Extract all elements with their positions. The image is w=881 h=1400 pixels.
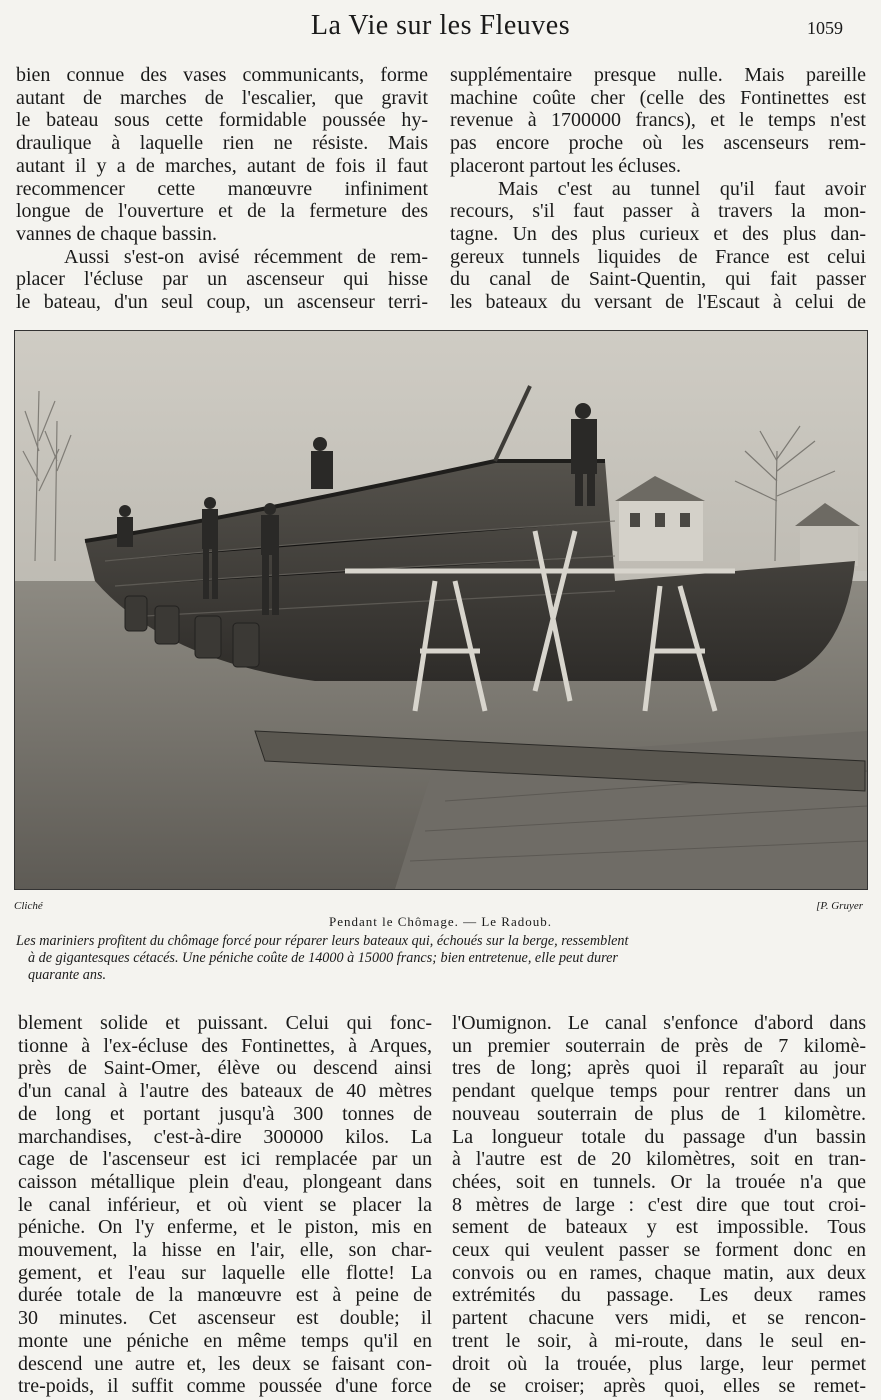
text-column-bottom-right — [452, 1012, 866, 1398]
running-title: La Vie sur les Fleuves — [310, 10, 571, 41]
text-line: nouveau souterrain de plus de 1 kilomètre. — [452, 1102, 866, 1125]
text-line: tionne à l'ex-écluse des Fontinettes, à Arques, — [18, 1034, 432, 1057]
text-line: descend une autre et, les deux se faisant con- — [18, 1352, 432, 1375]
text-line: 30 minutes. Cet ascenseur est double; il — [18, 1307, 432, 1330]
text-line: Aussi s'est-on avisé récemment de rem- — [64, 245, 428, 268]
text-line: de se croiser; après quoi, elles se remet- — [452, 1375, 866, 1398]
caption-title: Pendant le Chômage. — Le Radoub. — [329, 914, 552, 929]
text-line: les bateaux du versant de l'Escaut à celui de — [450, 291, 866, 314]
text-line: d'un canal à l'autre des bateaux de 40 mètres — [18, 1080, 432, 1103]
text-line: blement solide et puissant. Celui qui fonc- — [18, 1012, 432, 1034]
text-line: le bateau, d'un seul coup, un ascenseur terri- — [16, 291, 428, 314]
photo-barge-repair — [14, 330, 868, 890]
text-line: le canal inférieur, et où vient se placer la — [18, 1193, 432, 1216]
caption-line: Les mariniers profitent du chômage forcé pour réparer leurs bateaux qui, échoués sur la berge, ressemblent — [16, 933, 629, 949]
text-line: tre-poids, il suffit comme poussée d'une force — [18, 1375, 432, 1398]
text-line: monte une péniche en même temps qu'il en — [18, 1329, 432, 1352]
text-line: vannes de chaque bassin. — [16, 222, 218, 245]
text-line: de long et portant jusqu'à 300 tonnes de — [18, 1102, 432, 1125]
text-line: pendant quelque temps pour rentrer dans un — [452, 1080, 866, 1103]
photo-credit-label: Cliché — [14, 900, 43, 912]
text-line: draulique à laquelle rien ne résiste. Mais — [16, 132, 428, 155]
text-line: revenue à 1700000 francs), et le temps n'est — [450, 109, 866, 132]
text-column-top-right — [450, 64, 866, 314]
text-line: 8 mètres de large : c'est dire que tout croi- — [452, 1193, 866, 1216]
text-line: pas encore proche où les ascenseurs rem- — [450, 132, 866, 155]
text-line: gement, et l'eau sur laquelle elle flotte! La — [18, 1261, 432, 1284]
text-line: La longueur totale du passage d'un bassin — [452, 1125, 866, 1148]
text-line: autant il y a de marches, autant de fois il faut — [16, 154, 428, 177]
text-line: convois ou en rames, chaque matin, aux deux — [452, 1261, 866, 1284]
text-line: partent chacune vers midi, et se rencon- — [452, 1307, 866, 1330]
text-line: bien connue des vases communicants, forme — [16, 64, 428, 86]
text-line: placer l'écluse par un ascenseur qui hisse — [16, 268, 428, 291]
text-line: du canal de Saint-Quentin, qui fait passer — [450, 268, 866, 291]
caption-text — [16, 933, 868, 984]
text-line: trent le soir, à mi-route, dans le seul en- — [452, 1329, 866, 1352]
text-line: extrémités du passage. Les deux rames — [452, 1284, 866, 1307]
text-line: droit où la trouée, plus large, leur permet — [452, 1352, 866, 1375]
text-column-bottom-left — [18, 1012, 432, 1398]
text-line: durée totale de la manœuvre est à peine de — [18, 1284, 432, 1307]
text-line: péniche. On l'y enferme, et le piston, mis en — [18, 1216, 432, 1239]
text-line: sement de bateaux y est impossible. Tous — [452, 1216, 866, 1239]
text-line: marchandises, c'est-à-dire 300000 kilos. La — [18, 1125, 432, 1148]
text-line: gereux tunnels liquides de France est celui — [450, 245, 866, 268]
text-line: le bateau sous cette formidable poussée hy- — [16, 109, 428, 132]
page-number: 1059 — [807, 18, 843, 38]
text-line: autant de marches de l'escalier, que gravit — [16, 86, 428, 109]
text-line: Mais c'est au tunnel qu'il faut avoir — [498, 177, 866, 200]
text-line: supplémentaire presque nulle. Mais pareille — [450, 64, 866, 86]
text-line: à l'autre est de 20 kilomètres, soit en tran- — [452, 1148, 866, 1171]
photo-illustration — [15, 331, 867, 889]
text-line: longue de l'ouverture et de la fermeture des — [16, 200, 428, 223]
text-column-top-left — [16, 64, 428, 314]
caption-line: quarante ans. — [28, 967, 107, 983]
text-line: placeront partout les écluses. — [450, 154, 682, 177]
text-line: recommencer cette manœuvre infiniment — [16, 177, 428, 200]
caption-line: à de gigantesques cétacés. Une péniche coûte de 14000 à 15000 francs; bien entretenue, elle peut durer — [28, 950, 618, 966]
text-line: ceux qui veulent passer se forment donc en — [452, 1239, 866, 1262]
text-line: tagne. Un des plus curieux et des plus dan- — [450, 222, 866, 245]
text-line: caisson métallique plein d'eau, plongeant dans — [18, 1170, 432, 1193]
text-line: près de Saint-Omer, élève ou descend ainsi — [18, 1057, 432, 1080]
text-line: machine coûte cher (celle des Fontinettes est — [450, 86, 866, 109]
text-line: recours, s'il faut passer à travers la mon- — [450, 200, 866, 223]
text-line: un premier souterrain de près de 7 kilomè- — [452, 1034, 866, 1057]
photo-credit-author: [P. Gruyer — [816, 900, 863, 912]
text-line: cage de l'ascenseur est ici remplacée par un — [18, 1148, 432, 1171]
text-line: mouvement, la hisse en l'air, elle, son char- — [18, 1239, 432, 1262]
text-line: tres de long; après quoi il reparaît au jour — [452, 1057, 866, 1080]
text-line: l'Oumignon. Le canal s'enfonce d'abord dans — [452, 1012, 866, 1034]
text-line: chées, soit en tunnels. Or la trouée n'a que — [452, 1170, 866, 1193]
